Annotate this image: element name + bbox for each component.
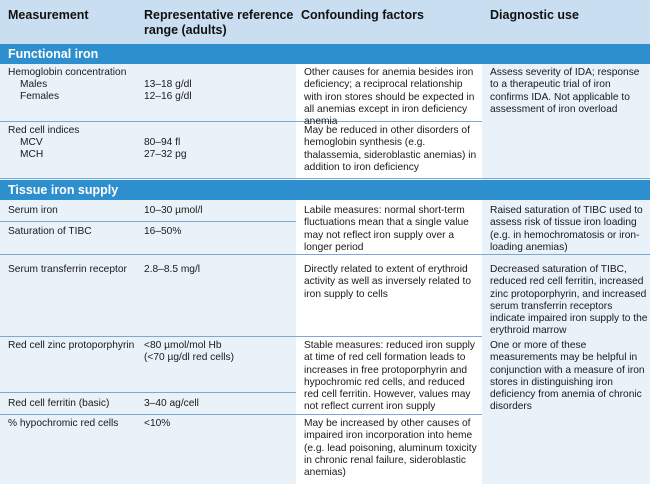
- header-measurement: Measurement: [8, 8, 89, 22]
- section-functional-iron: [0, 44, 650, 64]
- header-diagnostic-use: Diagnostic use: [490, 8, 579, 22]
- cell-mch: MCH: [20, 149, 44, 160]
- cell-indices-confounding: May be reduced in other disorders of hemoglobin synthesis (e.g. thalassemia, sideroblastic anemias) in addition to iron deficiency: [304, 125, 477, 173]
- cell-ferritin-range: 3–40 ag/cell: [144, 398, 199, 409]
- row-divider: [296, 336, 482, 337]
- cell-labile-confounding: Labile measures: normal short-term fluctuations mean that a single value may not reflect iron supply over a longer period: [304, 205, 469, 253]
- cell-tibc: Saturation of TIBC: [8, 226, 92, 237]
- cell-mcv: MCV: [20, 137, 43, 148]
- cell-zpp-range: <80 µmol/mol Hb: [144, 340, 222, 351]
- cell-zinc-protoporphyrin: Red cell zinc protoporphyrin: [8, 340, 135, 351]
- row-divider: [0, 254, 296, 255]
- cell-stable-confounding: Stable measures: reduced iron supply at time of red cell formation leads to increases in free protoporphyrin and hypochromic red cells, and reduced red cell ferritin. However, values may not reflect current iron supply: [304, 340, 476, 413]
- section-label: Functional iron: [8, 47, 99, 61]
- cell-chronic-diagnostic: One or more of these measurements may be helpful in conjunction with a measure of iron stores in distinguishing iron deficiency from anemia of chronic disorders: [490, 340, 645, 413]
- cell-hypochromic-range: <10%: [144, 418, 171, 429]
- cell-transferrin-confounding: Directly related to extent of erythroid activity as well as inversely related to iron supply to cells: [304, 264, 472, 300]
- section-label: Tissue iron supply: [8, 183, 119, 197]
- cell-tibc-diagnostic: Raised saturation of TIBC used to assess risk of tissue iron loading (e.g. in hemochromatosis or iron-loading anemias): [490, 205, 643, 253]
- cell-zpp-range-alt: (<70 µg/dl red cells): [144, 352, 234, 363]
- cell-transferrin-range: 2.8–8.5 mg/l: [144, 264, 201, 275]
- cell-males-range: 13–18 g/dl: [144, 79, 192, 90]
- cell-red-cell-ferritin: Red cell ferritin (basic): [8, 398, 110, 409]
- header-confounding-factors: Confounding factors: [301, 8, 424, 22]
- cell-marrow-diagnostic: Decreased saturation of TIBC, reduced red cell ferritin, increased zinc protoporphyrin, and increased serum transferrin receptors indicate impaired iron supply to the erythroid marrow: [490, 264, 648, 337]
- row-divider: [0, 414, 296, 415]
- row-divider: [0, 178, 650, 179]
- cell-hemoglobin-confounding: Other causes for anemia besides iron deficiency; a reciprocal relationship with iron stores should be expected in all anemias except in iron deficiency anemia: [304, 67, 475, 128]
- cell-hemoglobin-diagnostic: Assess severity of IDA; response to a therapeutic trial of iron confirms IDA. Not applicable to assessment of iron overload: [490, 67, 640, 115]
- row-divider: [0, 121, 296, 122]
- cell-hemoglobin: Hemoglobin concentration: [8, 67, 127, 78]
- cell-transferrin-receptor: Serum transferrin receptor: [8, 264, 127, 275]
- cell-tibc-range: 16–50%: [144, 226, 182, 237]
- row-divider: [0, 221, 296, 222]
- cell-mch-range: 27–32 pg: [144, 149, 187, 160]
- cell-hypochromic-confounding: May be increased by other causes of impaired iron incorporation into heme (e.g. lead poisoning, aluminum toxicity in chronic renal failure, sideroblastic anemias): [304, 418, 477, 479]
- row-divider: [0, 392, 296, 393]
- cell-serum-iron: Serum iron: [8, 205, 58, 216]
- cell-males: Males: [20, 79, 48, 90]
- cell-mcv-range: 80–94 fl: [144, 137, 181, 148]
- cell-hypochromic: % hypochromic red cells: [8, 418, 119, 429]
- cell-females: Females: [20, 91, 60, 102]
- row-divider: [0, 336, 296, 337]
- cell-females-range: 12–16 g/dl: [144, 91, 192, 102]
- cell-red-cell-indices: Red cell indices: [8, 125, 80, 136]
- section-tissue-iron-supply: [0, 180, 650, 200]
- row-divider: [296, 414, 482, 415]
- header-reference-range: Representative reference range (adults): [144, 8, 294, 37]
- cell-serum-iron-range: 10–30 µmol/l: [144, 205, 203, 216]
